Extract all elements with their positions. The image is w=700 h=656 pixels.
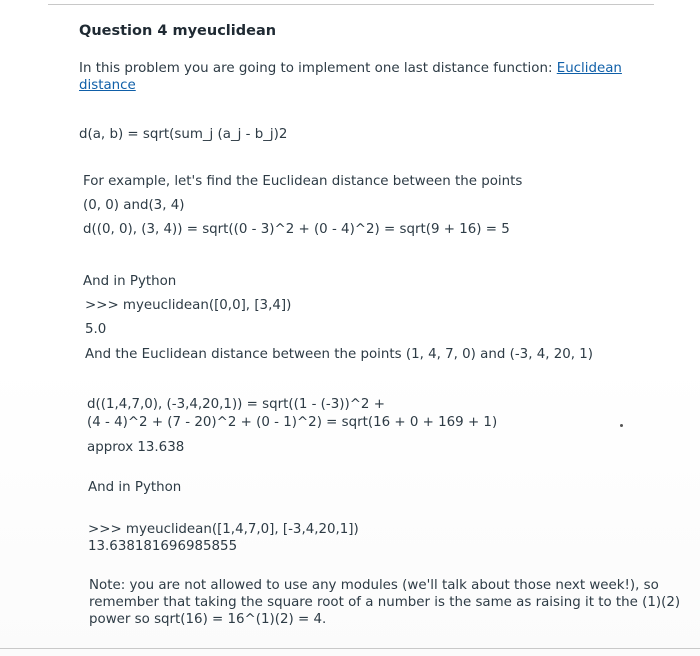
python-call-2: >>> myeuclidean([1,4,7,0], [-3,4,20,1]) xyxy=(88,522,359,537)
euclidean-link-part1[interactable]: Euclidean xyxy=(556,61,622,76)
intro-lead: In this problem you are going to implement one last distance function: xyxy=(79,61,557,76)
question-title: Question 4 myeuclidean xyxy=(79,23,277,39)
euclidean-link-part2[interactable]: distance xyxy=(79,78,136,93)
python-heading-2: And in Python xyxy=(88,480,182,495)
note-line3: power so sqrt(16) = 16^(1)(2) = 4. xyxy=(89,612,327,627)
example-calculation: d((0, 0), (3, 4)) = sqrt((0 - 3)^2 + (0 - 4)^2) = sqrt(9 + 16) = 5 xyxy=(83,222,510,237)
python-result-2: 13.638181696985855 xyxy=(88,539,238,554)
second-calculation-line2: (4 - 4)^2 + (7 - 20)^2 + (0 - 1)^2) = sqrt(16 + 0 + 169 + 1) xyxy=(87,415,498,430)
example-points: (0, 0) and(3, 4) xyxy=(83,198,185,213)
python-result-1: 5.0 xyxy=(85,322,107,337)
example-lead: For example, let's find the Euclidean distance between the points xyxy=(83,174,523,189)
second-example-lead: And the Euclidean distance between the points (1, 4, 7, 0) and (-3, 4, 20, 1) xyxy=(85,347,594,362)
note-line1: Note: you are not allowed to use any modules (we'll talk about those next week!), so xyxy=(89,578,659,593)
intro-text xyxy=(79,60,622,78)
stray-mark xyxy=(620,424,623,427)
second-calculation-line1: d((1,4,7,0), (-3,4,20,1)) = sqrt((1 - (-3))^2 + xyxy=(87,397,385,412)
top-divider xyxy=(48,4,654,5)
distance-formula: d(a, b) = sqrt(sum_j (a_j - b_j)2 xyxy=(79,127,288,142)
approximate-result: approx 13.638 xyxy=(87,440,185,455)
bottom-divider xyxy=(0,648,700,649)
intro-text-continued xyxy=(79,77,136,95)
note-line2: remember that taking the square root of a number is the same as raising it to the (1)(2) xyxy=(89,595,681,610)
python-call-1: >>> myeuclidean([0,0], [3,4]) xyxy=(85,298,292,313)
python-heading-1: And in Python xyxy=(83,274,177,289)
